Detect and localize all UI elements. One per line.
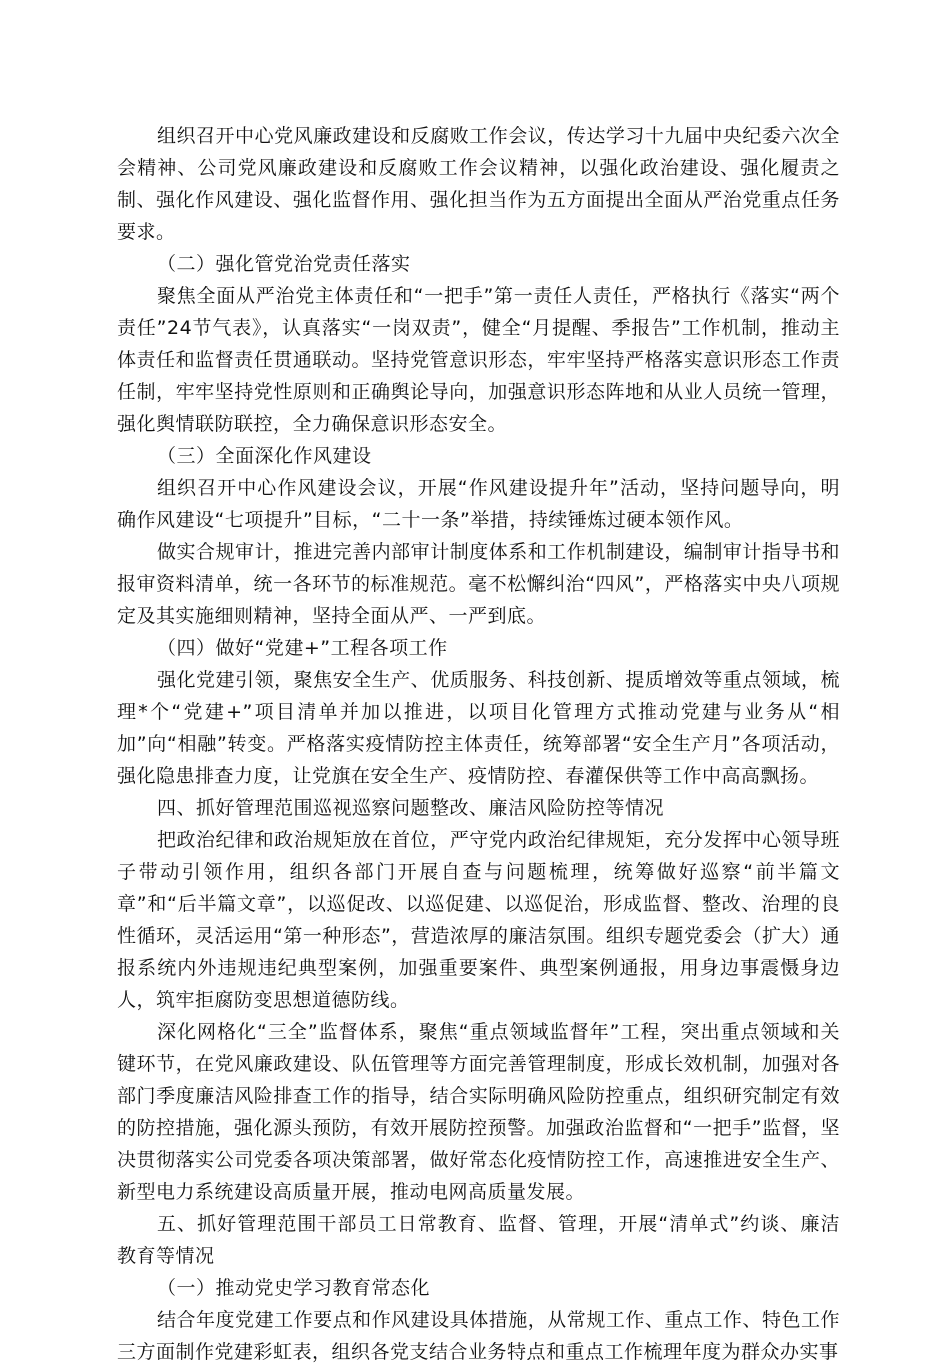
section-heading-3: （三）全面深化作风建设 bbox=[157, 445, 372, 467]
paragraph-4: 做实合规审计，推进完善内部审计制度体系和工作机制建设，编制审计指导书和报审资料清单，统一各环节的标准规范。毫不松懈纠治“四风”，严格落实中央八项规定及其实施细则精神，坚持全面从严、一严到底。 bbox=[117, 541, 840, 627]
paragraph-8: 结合年度党建工作要点和作风建设具体措施，从常规工作、重点工作、特色工作三方面制作党建彩虹表，组织各党支结合业务特点和重点工作梳理年度为群众办实事 bbox=[117, 1309, 840, 1363]
paragraph-1: 组织召开中心党风廉政建设和反腐败工作会议，传达学习十九届中央纪委六次全会精神、公司党风廉政建设和反腐败工作会议精神，以强化政治建设、强化履责之制、强化作风建设、强化监督作用、强化担当作为五方面提出全面从严治党重点任务要求。 bbox=[117, 125, 840, 243]
paragraph-7: 深化网格化“三全”监督体系，聚焦“重点领域监督年”工程，突出重点领域和关键环节，在党风廉政建设、队伍管理等方面完善管理制度，形成长效机制，加强对各部门季度廉洁风险排查工作的指导，结合实际明确风险防控重点，组织研究制定有效的防控措施，强化源头预防，有效开展防控预警。加强政治监督和“一把手”监督，坚决贯彻落实公司党委各项决策部署，做好常态化疫情防控工作，高速推进安全生产、新型电力系统建设高质量开展，推动电网高质量发展。 bbox=[117, 1021, 840, 1203]
section-heading-4: （四）做好“党建+”工程各项工作 bbox=[157, 637, 448, 659]
paragraph-6: 把政治纪律和政治规矩放在首位，严守党内政治纪律规矩，充分发挥中心领导班子带动引领作用，组织各部门开展自查与问题梳理，统筹做好巡察“前半篇文章”和“后半篇文章”，以巡促改、以巡促建、以巡促治，形成监督、整改、治理的良性循环，灵活运用“第一种形态”，营造浓厚的廉洁氛围。组织专题党委会（扩大）通报系统内外违规违纪典型案例，加强重要案件、典型案例通报，用身边事震慑身边人，筑牢拒腐防变思想道德防线。 bbox=[117, 829, 840, 1011]
paragraph-3: 组织召开中心作风建设会议，开展“作风建设提升年”活动，坚持问题导向，明确作风建设“七项提升”目标，“二十一条”举措，持续锤炼过硬本领作风。 bbox=[117, 477, 840, 531]
paragraph-5: 强化党建引领，聚焦安全生产、优质服务、科技创新、提质增效等重点领域，梳理*个“党建+”项目清单并加以推进，以项目化管理方式推动党建与业务从“相加”向“相融”转变。严格落实疫情防控主体责任，统筹部署“安全生产月”各项活动，强化隐患排查力度，让党旗在安全生产、疫情防控、春灌保供等工作中高高飘扬。 bbox=[117, 669, 840, 787]
paragraph-2: 聚焦全面从严治党主体责任和“一把手”第一责任人责任，严格执行《落实“两个责任”24节气表》，认真落实“一岗双责”，健全“月提醒、季报告”工作机制，推动主体责任和监督责任贯通联动。坚持党管意识形态，牢牢坚持严格落实意识形态工作责任制，牢牢坚持党性原则和正确舆论导向，加强意识形态阵地和从业人员统一管理，强化舆情联防联控，全力确保意识形态安全。 bbox=[117, 285, 840, 435]
chapter-heading-4: 四、抓好管理范围巡视巡察问题整改、廉洁风险防控等情况 bbox=[157, 797, 665, 819]
chapter-heading-5: 五、抓好管理范围干部员工日常教育、监督、管理，开展“清单式”约谈、廉洁教育等情况 bbox=[117, 1213, 840, 1267]
section-heading-2: （二）强化管党治党责任落实 bbox=[157, 253, 411, 275]
section-heading-5-1: （一）推动党史学习教育常态化 bbox=[157, 1277, 431, 1299]
